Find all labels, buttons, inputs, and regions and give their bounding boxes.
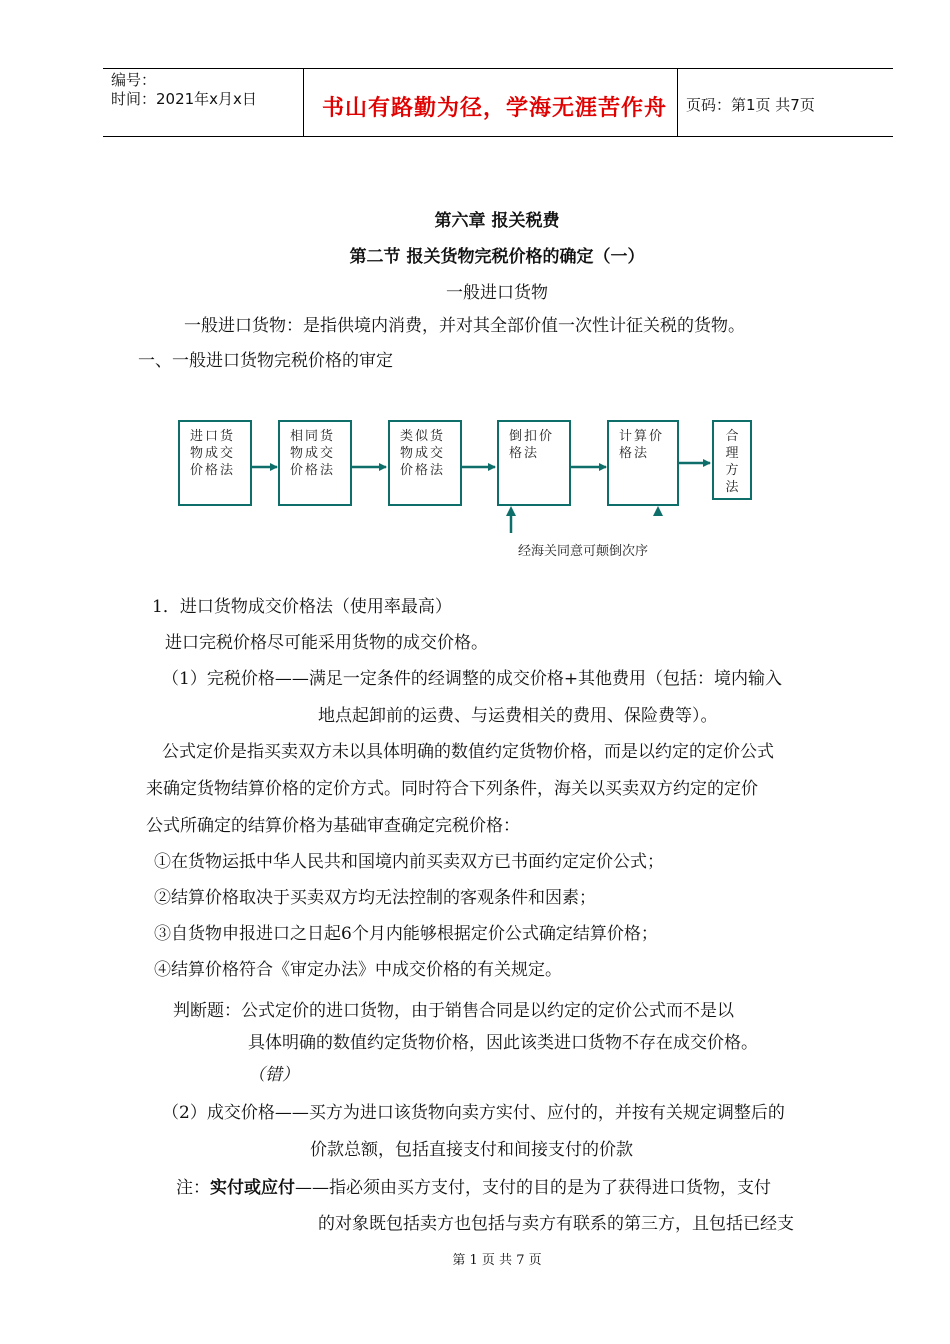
formula-line3: 公式所确定的结算价格为基础审查确定完税价格： xyxy=(146,816,520,836)
method-box-text: 物成交 xyxy=(400,446,446,461)
header-number-label: 编号： xyxy=(111,71,157,89)
item1-heading: 1．进口货物成交价格法（使用率最高） xyxy=(152,597,452,617)
formula-line1: 公式定价是指买卖双方未以具体明确的数值约定货物价格，而是以约定的定价公式 xyxy=(162,742,774,762)
condition-1: ①在货物运抵中华人民共和国境内前买卖双方已书面约定定价公式； xyxy=(154,852,664,872)
condition-2: ②结算价格取决于买卖双方均无法控制的客观条件和因素； xyxy=(154,888,596,908)
method-box-text: 格法 xyxy=(509,446,540,461)
method-box-identical-goods xyxy=(278,420,352,506)
page-footer: 第 1 页 共 7 页 xyxy=(452,1253,542,1268)
part-one-heading: 一、一般进口货物完税价格的审定 xyxy=(138,351,393,371)
judge-answer: （错） xyxy=(248,1065,299,1085)
method-box-text: 法 xyxy=(725,480,739,495)
method-box-text: 进口货 xyxy=(190,429,236,444)
p1-line2: 地点起卸前的运费、与运费相关的费用、保险费等）。 xyxy=(318,706,718,726)
diagram-arrows xyxy=(170,410,790,570)
swap-arrowhead xyxy=(506,506,516,516)
method-box-text: 格法 xyxy=(619,446,650,461)
header-bottom-rule xyxy=(103,136,893,137)
method-box-deductive xyxy=(497,420,571,506)
condition-4: ④结算价格符合《审定办法》中成交价格的有关规定。 xyxy=(154,960,562,980)
note-line1 xyxy=(176,1177,771,1199)
item1-desc: 进口完税价格尽可能采用货物的成交价格。 xyxy=(165,633,488,653)
method-box-text: 物成交 xyxy=(190,446,236,461)
header-slogan: 书山有路勤为径，学海无涯苦作舟 xyxy=(322,96,668,121)
judge-line1: 判断题：公式定价的进口货物，由于销售合同是以约定的定价公式而不是以 xyxy=(173,1001,734,1021)
formula-line2: 来确定货物结算价格的定价方式。同时符合下列条件，海关以买卖双方约定的定价 xyxy=(146,779,758,799)
section-title: 第二节 报关货物完税价格的确定（一） xyxy=(349,247,645,267)
method-box-reasonable xyxy=(712,420,752,500)
header-divider xyxy=(303,68,304,137)
valuation-method-diagram xyxy=(170,410,790,570)
method-box-text: 计算价 xyxy=(619,429,665,444)
method-box-computed xyxy=(607,420,679,506)
method-box-text: 合 xyxy=(725,429,739,444)
note-emphasis: 实付或应付 xyxy=(210,1178,295,1198)
definition-paragraph: 一般进口货物：是指供境内消费，并对其全部价值一次性计征关税的货物。 xyxy=(184,316,745,336)
method-box-text: 物成交 xyxy=(290,446,336,461)
condition-3: ③自货物申报进口之日起6个月内能够根据定价公式确定结算价格； xyxy=(154,924,658,944)
method-box-text: 相同货 xyxy=(290,429,336,444)
header-time-label: 时间：2021年x月x日 xyxy=(111,90,257,108)
note-rest: ——指必须由买方支付，支付的目的是为了获得进口货物，支付 xyxy=(295,1178,771,1198)
method-box-transaction-value xyxy=(178,420,252,506)
header-page-label: 页码：第1页 共7页 xyxy=(686,96,815,114)
method-box-text: 方 xyxy=(725,463,739,478)
header-top-rule xyxy=(103,68,893,69)
method-box-text: 价格法 xyxy=(400,463,446,478)
note-line2: 的对象既包括卖方也包括与卖方有联系的第三方，且包括已经支 xyxy=(318,1214,794,1234)
chapter-title: 第六章 报关税费 xyxy=(434,211,560,231)
p2-line1: （2）成交价格——买方为进口该货物向卖方实付、应付的，并按有关规定调整后的 xyxy=(162,1103,785,1123)
subheading: 一般进口货物 xyxy=(446,283,548,303)
p1-line1: （1）完税价格——满足一定条件的经调整的成交价格+其他费用（包括：境内输入 xyxy=(162,669,783,689)
method-box-text: 理 xyxy=(725,446,739,461)
method-box-text: 价格法 xyxy=(190,463,236,478)
method-box-text: 价格法 xyxy=(290,463,336,478)
header-divider xyxy=(677,68,678,137)
swap-order-note: 经海关同意可颠倒次序 xyxy=(518,544,649,559)
judge-line2: 具体明确的数值约定货物价格，因此该类进口货物不存在成交价格。 xyxy=(248,1033,758,1053)
p2-line2: 价款总额，包括直接支付和间接支付的价款 xyxy=(310,1140,633,1160)
note-prefix: 注： xyxy=(176,1178,210,1198)
method-box-text: 倒扣价 xyxy=(509,429,555,444)
method-box-similar-goods xyxy=(388,420,462,506)
swap-arrowhead xyxy=(653,506,663,516)
method-box-text: 类似货 xyxy=(400,429,446,444)
